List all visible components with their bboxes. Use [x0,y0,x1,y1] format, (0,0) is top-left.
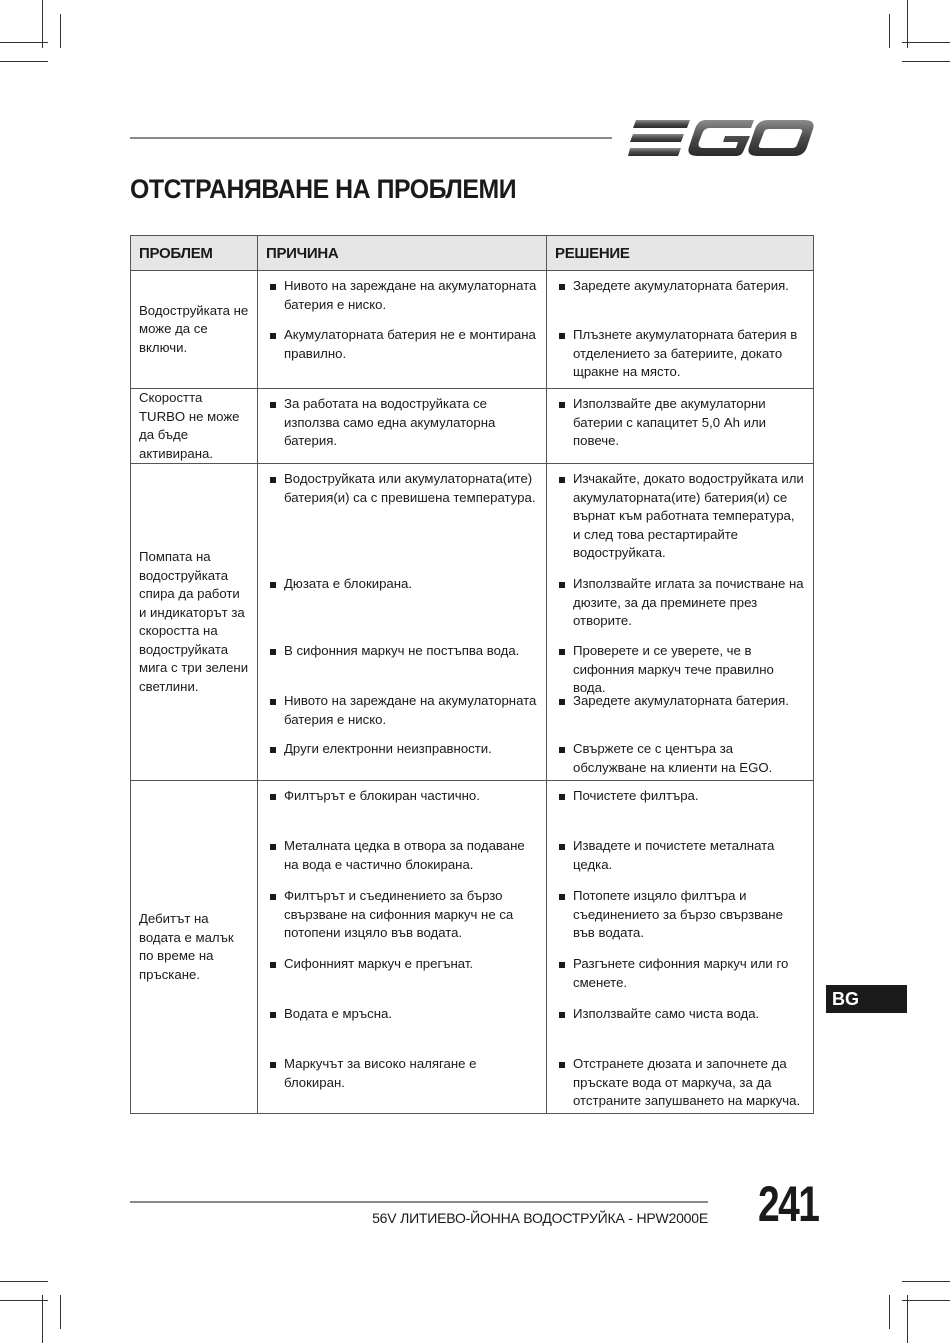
cause-item: Водоструйката или акумулаторната(ите) батерия(и) са с превишена температура. [268,470,538,575]
solution-item: Заредете акумулаторната батерия. [557,692,805,740]
cause-cell [258,271,547,389]
table-row [131,271,814,389]
cause-item: Акумулаторната батерия не е монтирана правилно. [268,326,538,382]
cause-item: Сифонният маркуч е прегънат. [268,955,538,1005]
solution-item: Почистете филтъра. [557,787,805,837]
cause-item: Водата е мръсна. [268,1005,538,1055]
language-tab: BG [826,985,907,1013]
solution-item: Използвайте само чиста вода. [557,1005,805,1055]
solution-item: Използвайте две акумулаторни батерии с капацитет 5,0 Ah или повече. [557,395,805,457]
column-header-solution: РЕШЕНИЕ [547,236,814,271]
cause-item: Металната цедка в отвора за подаване на вода е частично блокирана. [268,837,538,887]
table-row [131,389,814,464]
solution-item: Изчакайте, докато водоструйката или акумулаторната(ите) батерия(и) се върнат към работната температура, и след това рестартирайте водоструйката. [557,470,805,575]
solution-item: Отстранете дюзата и започнете да пръскате вода от маркуча, за да отстраните запушването на маркуча. [557,1055,805,1107]
solution-item: Свържете се с центъра за обслужване на клиенти на EGO. [557,740,805,774]
problem-cell: Скоростта TURBO не може да бъде активирана. [131,389,258,464]
cause-item: Филтърът и съединението за бързо свързване на сифонния маркуч не са потопени изцяло във водата. [268,887,538,955]
solution-item: Потопете изцяло филтъра и съединението за бързо свързване във водата. [557,887,805,955]
cause-item: За работата на водоструйката се използва само една акумулаторна батерия. [268,395,538,457]
solution-item: Използвайте иглата за почистване на дюзите, за да преминете през отворите. [557,575,805,642]
cause-item: Нивото на зареждане на акумулаторната батерия е ниско. [268,692,538,740]
problem-cell: Водоструйката не може да се включи. [131,271,258,389]
solution-item: Проверете и се уверете, че в сифонния маркуч тече правилно вода. [557,642,805,692]
problem-cell: Дебитът на водата е малък по време на пръскане. [131,781,258,1114]
table-row [131,781,814,1114]
solution-cell [547,389,814,464]
cause-item: Дюзата е блокирана. [268,575,538,642]
cause-cell [258,781,547,1114]
solution-cell [547,271,814,389]
solution-cell [547,464,814,781]
ego-logo [628,118,814,158]
table-header-row [131,236,814,271]
cause-item: Нивото на зареждане на акумулаторната батерия е ниско. [268,277,538,326]
solution-item: Заредете акумулаторната батерия. [557,277,805,326]
problem-cell: Помпата на водоструйката спира да работи и индикаторът за скоростта на водоструйката мига с три зелени светлини. [131,464,258,781]
solution-item: Плъзнете акумулаторната батерия в отделението за батериите, докато щракне на място. [557,326,805,382]
cause-cell [258,464,547,781]
footer-product-name: 56V ЛИТИЕВО-ЙОННА ВОДОСТРУЙКА - HPW2000E [372,1210,708,1226]
column-header-cause: ПРИЧИНА [258,236,547,271]
solution-item: Разгънете сифонния маркуч или го сменете. [557,955,805,1005]
column-header-problem: ПРОБЛЕМ [131,236,258,271]
troubleshooting-table [130,235,814,1114]
cause-item: Други електронни неизправности. [268,740,538,774]
page-number: 241 [758,1176,819,1232]
cause-item: Маркучът за високо налягане е блокиран. [268,1055,538,1107]
cause-cell [258,389,547,464]
solution-item: Извадете и почистете металната цедка. [557,837,805,887]
cause-item: Филтърът е блокиран частично. [268,787,538,837]
page-title: ОТСТРАНЯВАНЕ НА ПРОБЛЕМИ [130,174,517,204]
solution-cell [547,781,814,1114]
table-row [131,464,814,781]
footer-rule [130,1201,708,1203]
header-rule [130,137,612,139]
cause-item: В сифонния маркуч не постъпва вода. [268,642,538,692]
